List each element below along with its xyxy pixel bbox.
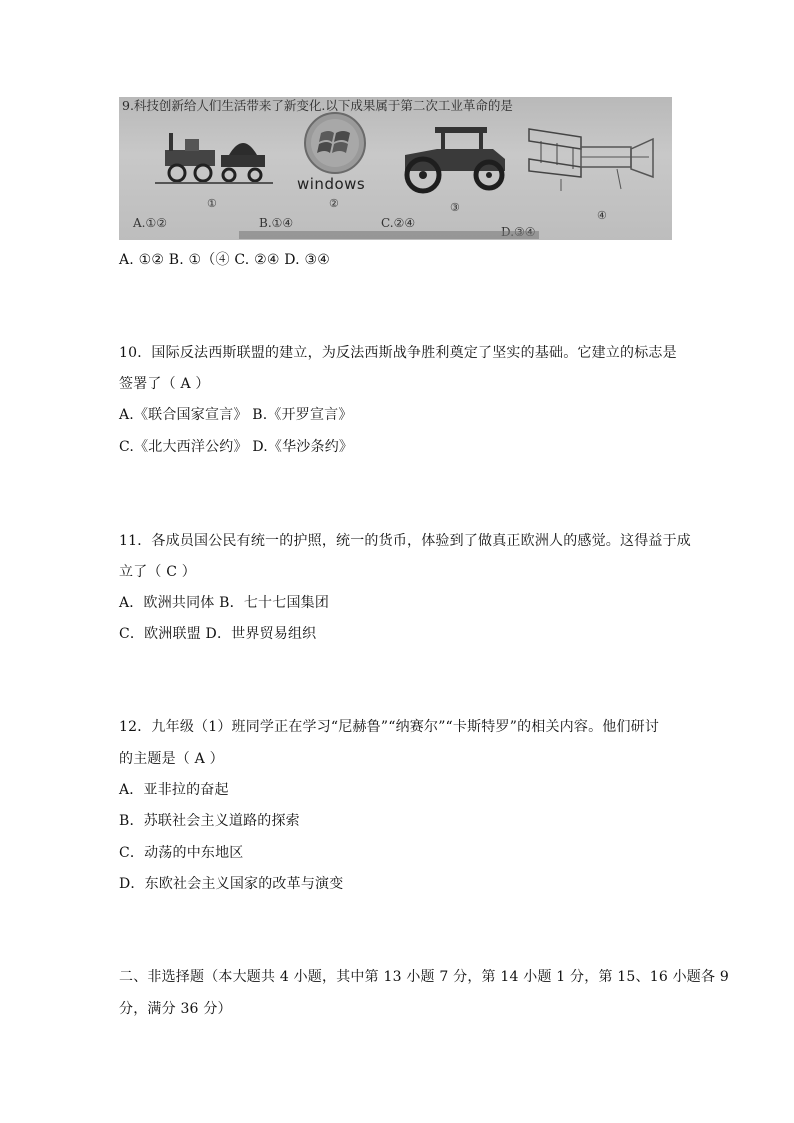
question-9-photo xyxy=(119,97,672,240)
car-image xyxy=(397,119,517,195)
image-label-1: ① xyxy=(207,197,217,210)
locomotive-image xyxy=(155,125,275,195)
q11-stem-line2: 立了（ C ） xyxy=(119,564,197,580)
image-option-c: C.②④ xyxy=(381,216,416,230)
q11-options-ab: A．欧洲共同体 B．七十七国集团 xyxy=(119,595,330,611)
q10-stem-line1: 10．国际反法西斯联盟的建立，为反法西斯战争胜利奠定了坚实的基础。它建立的标志是 xyxy=(119,345,677,361)
q11-options-cd: C．欧洲联盟 D．世界贸易组织 xyxy=(119,626,317,642)
q10-stem-line2: 签署了（ A ） xyxy=(119,376,210,392)
image-option-a: A.①② xyxy=(133,216,167,230)
image-label-2: ② xyxy=(329,197,339,210)
q10-options-ab: A.《联合国家宣言》 B.《开罗宣言》 xyxy=(119,407,353,423)
q11-stem-line1: 11．各成员国公民有统一的护照，统一的货币，体验到了做真正欧洲人的感觉。这得益于成 xyxy=(119,533,692,549)
image-label-4: ④ xyxy=(597,209,607,222)
q12-option-d: D．东欧社会主义国家的改革与演变 xyxy=(119,876,344,892)
photo-footer-strip xyxy=(239,231,539,239)
image-label-3: ③ xyxy=(450,201,460,214)
q12-option-b: B．苏联社会主义道路的探索 xyxy=(119,813,300,829)
airplane-image xyxy=(521,119,661,199)
question-9-caption: 9.科技创新给人们生活带来了新变化.以下成果属于第二次工业革命的是 xyxy=(122,98,513,113)
q9-answer-options: A. ①② B. ①（④ C. ②④ D. ③④ xyxy=(119,252,330,268)
q12-option-c: C．动荡的中东地区 xyxy=(119,845,244,861)
q12-stem-line2: 的主题是（ A ） xyxy=(119,751,224,767)
windows-logo-image xyxy=(303,111,367,175)
q10-options-cd: C.《北大西洋公约》 D.《华沙条约》 xyxy=(119,439,354,455)
section2-heading-line1: 二、非选择题（本大题共 4 小题，其中第 13 小题 7 分，第 14 小题 1 分，第 15、16 小题各 9 xyxy=(119,969,729,985)
windows-label: windows xyxy=(297,175,366,193)
q12-option-a: A．亚非拉的奋起 xyxy=(119,782,229,798)
image-option-b: B.①④ xyxy=(259,216,294,230)
q12-stem-line1: 12．九年级（1）班同学正在学习“尼赫鲁”“纳赛尔”“卡斯特罗”的相关内容。他们研讨 xyxy=(119,719,660,735)
section2-heading-line2: 分，满分 36 分） xyxy=(119,1001,232,1017)
